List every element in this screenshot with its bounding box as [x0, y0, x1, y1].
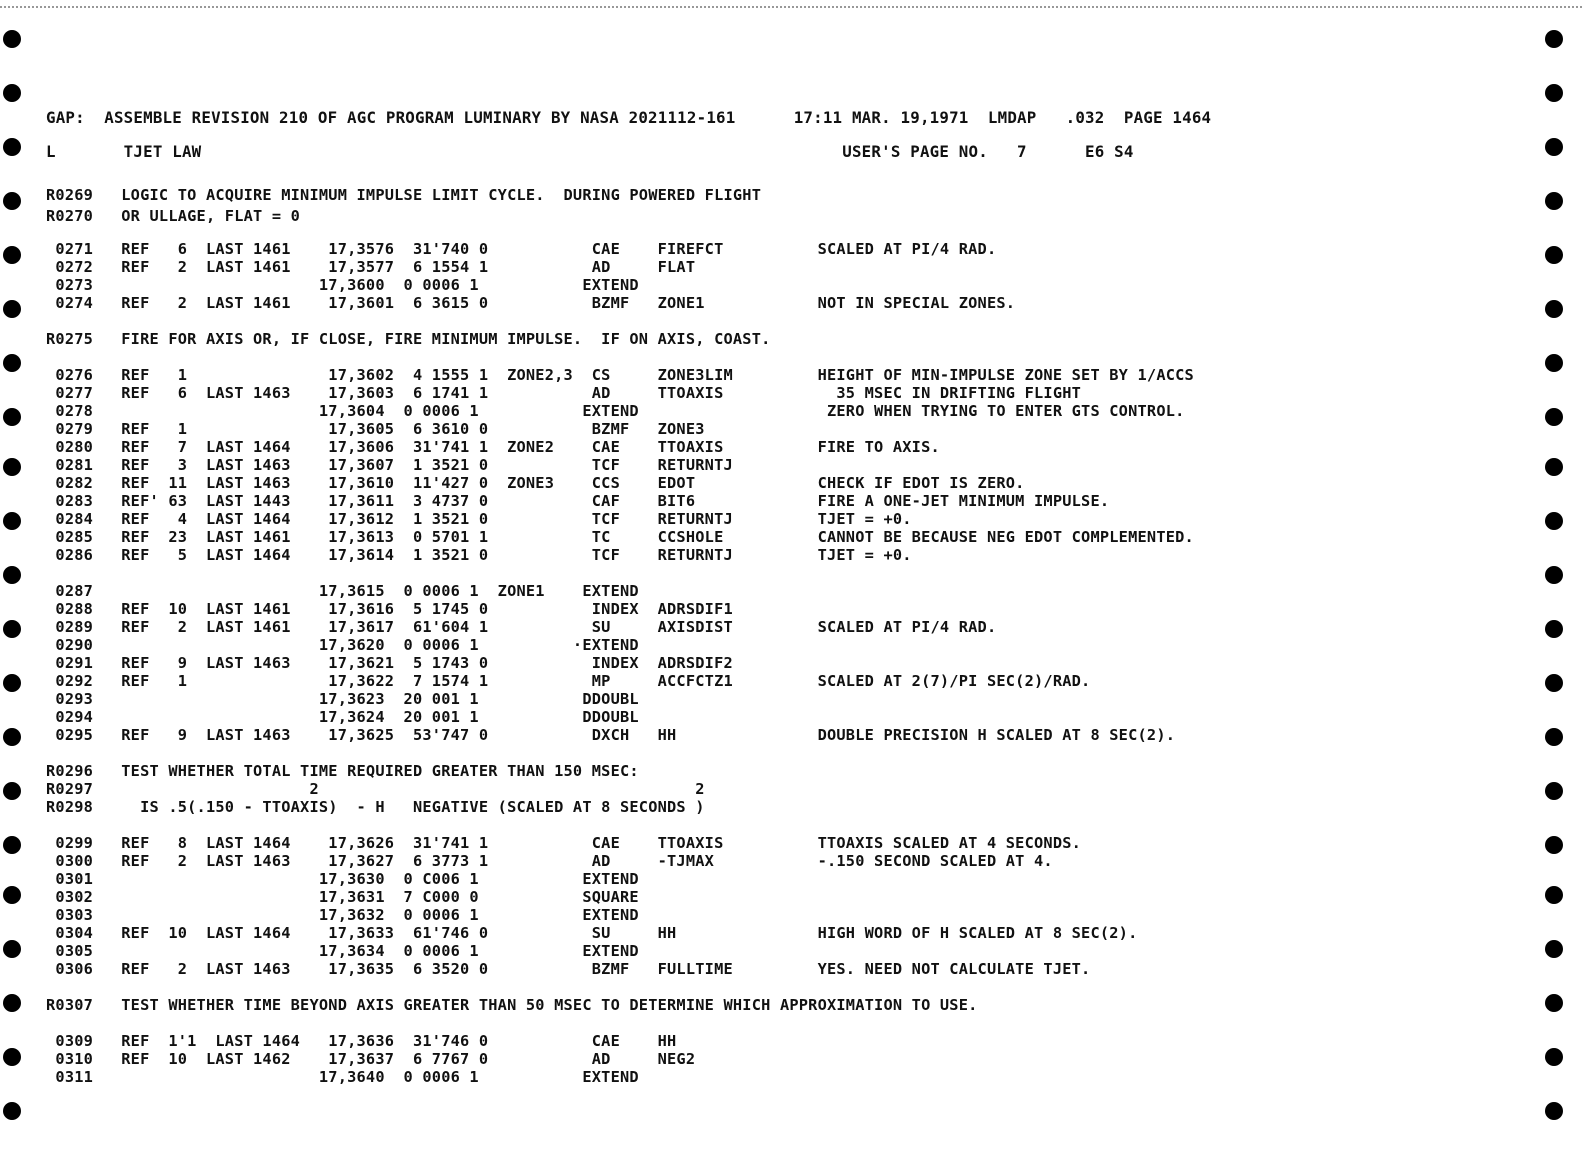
listing-line: 0299 REF 8 LAST 1464 17,3626 31'741 1 CAE TTOAXIS TTOAXIS SCALED AT 4 SECONDS.: [46, 834, 1082, 852]
feed-hole-icon: [1545, 192, 1563, 210]
feed-hole-icon: [1545, 30, 1563, 48]
listing-line: 0295 REF 9 LAST 1463 17,3625 53'747 0 DXCH HH DOUBLE PRECISION H SCALED AT 8 SEC(2).: [46, 726, 1176, 744]
listing-line: 0276 REF 1 17,3602 4 1555 1 ZONE2,3 CS ZONE3LIM HEIGHT OF MIN-IMPULSE ZONE SET BY 1/ACCS: [46, 366, 1194, 384]
feed-hole-icon: [1545, 566, 1563, 584]
listing-line: 0272 REF 2 LAST 1461 17,3577 6 1554 1 AD FLAT: [46, 258, 696, 276]
listing-line: 0286 REF 5 LAST 1464 17,3614 1 3521 0 TCF RETURNTJ TJET = +0.: [46, 546, 912, 564]
perforation-top-edge: [0, 6, 1582, 14]
feed-hole-icon: [3, 836, 21, 854]
listing-header: GAP: ASSEMBLE REVISION 210 OF AGC PROGRAM LUMINARY BY NASA 2021112-161 17:11 MAR. 19,1971 LMDAP .032 PAGE 1464: [46, 108, 1212, 127]
listing-line: R0270 OR ULLAGE, FLAT = 0: [46, 207, 301, 225]
listing-line: 0274 REF 2 LAST 1461 17,3601 6 3615 0 BZMF ZONE1 NOT IN SPECIAL ZONES.: [46, 294, 1016, 312]
listing-line: 0281 REF 3 LAST 1463 17,3607 1 3521 0 TCF RETURNTJ: [46, 456, 733, 474]
feed-hole-icon: [1545, 886, 1563, 904]
feed-hole-icon: [1545, 728, 1563, 746]
listing-line: 0306 REF 2 LAST 1463 17,3635 6 3520 0 BZMF FULLTIME YES. NEED NOT CALCULATE TJET.: [46, 960, 1091, 978]
listing-line: 0310 REF 10 LAST 1462 17,3637 6 7767 0 AD NEG2: [46, 1050, 696, 1068]
listing-line: 0289 REF 2 LAST 1461 17,3617 61'604 1 SU AXISDIST SCALED AT PI/4 RAD.: [46, 618, 997, 636]
listing-line: 0300 REF 2 LAST 1463 17,3627 6 3773 1 AD -TJMAX -.150 SECOND SCALED AT 4.: [46, 852, 1053, 870]
listing-line: 0293 17,3623 20 001 1 DDOUBL: [46, 690, 639, 708]
listing-line: R0298 IS .5(.150 - TTOAXIS) - H NEGATIVE (SCALED AT 8 SECONDS ): [46, 798, 705, 816]
section-header: L TJET LAW USER'S PAGE NO. 7 E6 S4: [46, 142, 1134, 161]
feed-hole-icon: [1545, 1102, 1563, 1120]
feed-hole-icon: [1545, 408, 1563, 426]
feed-hole-icon: [1545, 458, 1563, 476]
feed-hole-icon: [3, 354, 21, 372]
feed-hole-icon: [1545, 84, 1563, 102]
listing-line: 0290 17,3620 0 0006 1 ·EXTEND: [46, 636, 639, 654]
feed-hole-icon: [1545, 354, 1563, 372]
feed-hole-icon: [3, 620, 21, 638]
listing-line: 0302 17,3631 7 C000 0 SQUARE: [46, 888, 639, 906]
feed-hole-icon: [1545, 138, 1563, 156]
feed-hole-icon: [3, 674, 21, 692]
listing-line: 0309 REF 1'1 LAST 1464 17,3636 31'746 0 CAE HH: [46, 1032, 677, 1050]
feed-hole-icon: [3, 886, 21, 904]
feed-hole-icon: [3, 30, 21, 48]
listing-line: 0311 17,3640 0 0006 1 EXTEND: [46, 1068, 639, 1086]
listing-line: R0307 TEST WHETHER TIME BEYOND AXIS GREATER THAN 50 MSEC TO DETERMINE WHICH APPROXIMATION TO USE.: [46, 996, 978, 1014]
feed-hole-icon: [1545, 836, 1563, 854]
feed-hole-icon: [3, 512, 21, 530]
feed-hole-icon: [3, 994, 21, 1012]
feed-hole-icon: [1545, 246, 1563, 264]
feed-hole-icon: [3, 728, 21, 746]
listing-line: 0273 17,3600 0 0006 1 EXTEND: [46, 276, 639, 294]
feed-hole-icon: [3, 246, 21, 264]
feed-hole-icon: [3, 192, 21, 210]
feed-hole-icon: [1545, 940, 1563, 958]
feed-hole-icon: [3, 566, 21, 584]
listing-line: R0275 FIRE FOR AXIS OR, IF CLOSE, FIRE MINIMUM IMPULSE. IF ON AXIS, COAST.: [46, 330, 771, 348]
listing-line: 0277 REF 6 LAST 1463 17,3603 6 1741 1 AD TTOAXIS 35 MSEC IN DRIFTING FLIGHT: [46, 384, 1082, 402]
listing-line: 0278 17,3604 0 0006 1 EXTEND ZERO WHEN TRYING TO ENTER GTS CONTROL.: [46, 402, 1185, 420]
listing-line: 0291 REF 9 LAST 1463 17,3621 5 1743 0 INDEX ADRSDIF2: [46, 654, 733, 672]
listing-line: 0279 REF 1 17,3605 6 3610 0 BZMF ZONE3: [46, 420, 705, 438]
listing-line: 0304 REF 10 LAST 1464 17,3633 61'746 0 SU HH HIGH WORD OF H SCALED AT 8 SEC(2).: [46, 924, 1138, 942]
listing-line: 0301 17,3630 0 C006 1 EXTEND: [46, 870, 639, 888]
listing-line: 0305 17,3634 0 0006 1 EXTEND: [46, 942, 639, 960]
listing-line: 0294 17,3624 20 001 1 DDOUBL: [46, 708, 639, 726]
feed-hole-icon: [3, 782, 21, 800]
listing-line: 0271 REF 6 LAST 1461 17,3576 31'740 0 CAE FIREFCT SCALED AT PI/4 RAD.: [46, 240, 997, 258]
feed-hole-icon: [1545, 512, 1563, 530]
feed-hole-icon: [3, 1048, 21, 1066]
listing-line: 0292 REF 1 17,3622 7 1574 1 MP ACCFCTZ1 SCALED AT 2(7)/PI SEC(2)/RAD.: [46, 672, 1091, 690]
listing-line: R0269 LOGIC TO ACQUIRE MINIMUM IMPULSE LIMIT CYCLE. DURING POWERED FLIGHT: [46, 186, 762, 204]
feed-hole-icon: [1545, 782, 1563, 800]
feed-hole-icon: [1545, 994, 1563, 1012]
listing-line: 0280 REF 7 LAST 1464 17,3606 31'741 1 ZONE2 CAE TTOAXIS FIRE TO AXIS.: [46, 438, 940, 456]
feed-hole-icon: [3, 1102, 21, 1120]
listing-line: 0285 REF 23 LAST 1461 17,3613 0 5701 1 TC CCSHOLE CANNOT BE BECAUSE NEG EDOT COMPLEMENTED.: [46, 528, 1194, 546]
feed-hole-icon: [1545, 1048, 1563, 1066]
feed-hole-icon: [3, 300, 21, 318]
listing-line: R0297 2 2: [46, 780, 705, 798]
listing-line: 0282 REF 11 LAST 1463 17,3610 11'427 0 ZONE3 CCS EDOT CHECK IF EDOT IS ZERO.: [46, 474, 1025, 492]
feed-hole-icon: [3, 940, 21, 958]
listing-line: 0288 REF 10 LAST 1461 17,3616 5 1745 0 INDEX ADRSDIF1: [46, 600, 733, 618]
feed-hole-icon: [3, 138, 21, 156]
feed-hole-icon: [3, 458, 21, 476]
feed-hole-icon: [3, 408, 21, 426]
listing-line: 0284 REF 4 LAST 1464 17,3612 1 3521 0 TCF RETURNTJ TJET = +0.: [46, 510, 912, 528]
feed-hole-icon: [1545, 674, 1563, 692]
listing-line: 0303 17,3632 0 0006 1 EXTEND: [46, 906, 639, 924]
listing-line: 0287 17,3615 0 0006 1 ZONE1 EXTEND: [46, 582, 639, 600]
feed-hole-icon: [3, 84, 21, 102]
feed-hole-icon: [1545, 300, 1563, 318]
listing-line: 0283 REF' 63 LAST 1443 17,3611 3 4737 0 CAF BIT6 FIRE A ONE-JET MINIMUM IMPULSE.: [46, 492, 1110, 510]
feed-hole-icon: [1545, 620, 1563, 638]
listing-line: R0296 TEST WHETHER TOTAL TIME REQUIRED GREATER THAN 150 MSEC:: [46, 762, 639, 780]
